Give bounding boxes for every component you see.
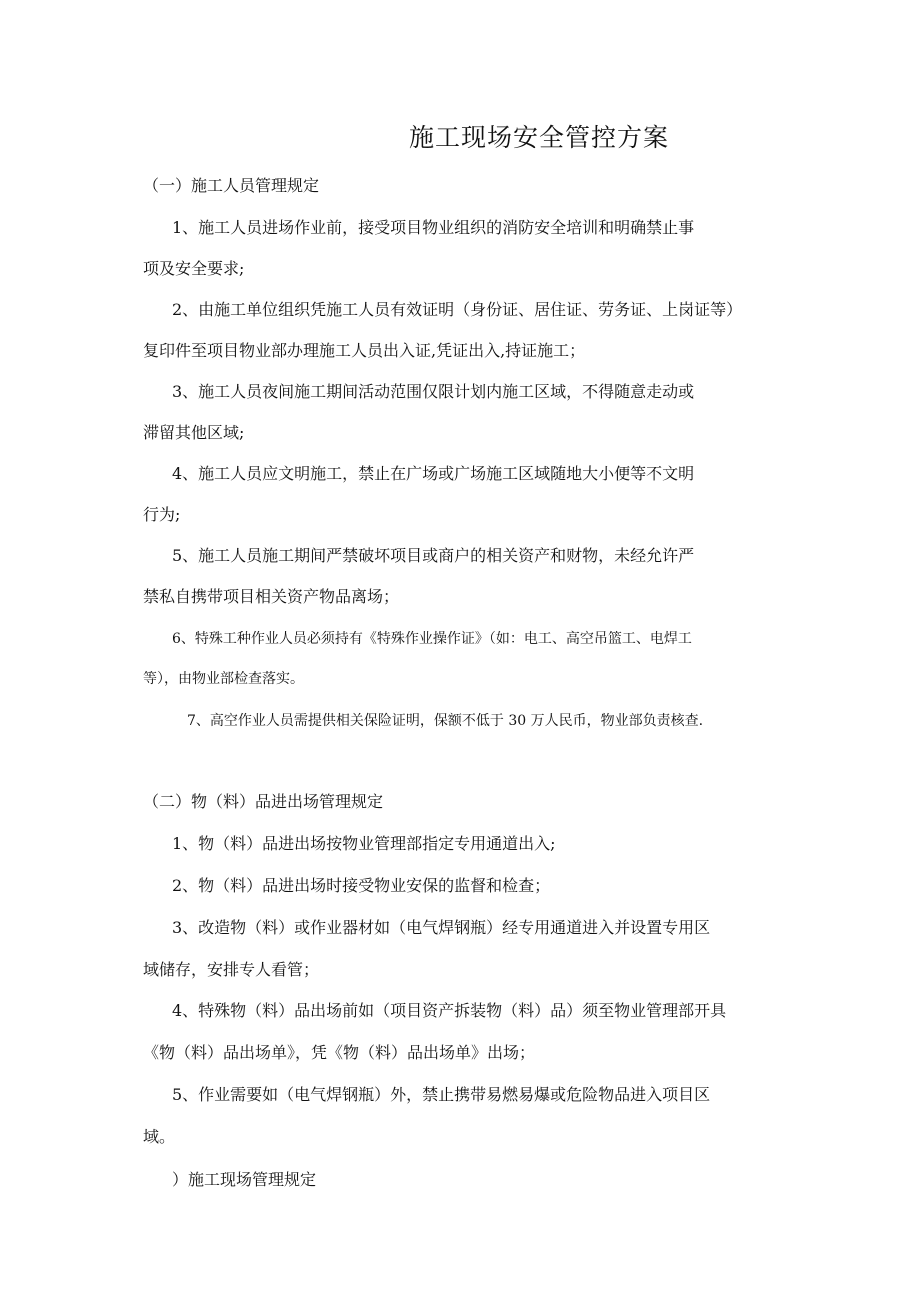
s1-item6-line2: 等），由物业部检查落实。 — [143, 671, 304, 687]
s1-item7-line1: 7、高空作业人员需提供相关保险证明，保额不低于 30 万人民币，物业部负责核查. — [187, 713, 704, 729]
s1-item2-line2: 复印件至项目物业部办理施工人员出入证,凭证出入,持证施工； — [143, 341, 586, 360]
s2-item5-line2: 域。 — [143, 1127, 176, 1146]
s1-item6-line1: 6、特殊工种作业人员必须持有《特殊作业操作证》（如：电工、高空吊篮工、电焊工 — [172, 631, 692, 647]
s1-item5-line2: 禁私自携带项目相关资产物品离场； — [143, 587, 400, 606]
s1-item1-line1: 1、施工人员进场作业前，接受项目物业组织的消防安全培训和明确禁止事 — [172, 218, 695, 237]
s1-item5-line1: 5、施工人员施工期间严禁破坏项目或商户的相关资产和财物，未经允许严 — [172, 546, 695, 565]
section1-heading: （一）施工人员管理规定 — [143, 176, 320, 195]
s1-item2-line1: 2、由施工单位组织凭施工人员有效证明（身份证、居住证、劳务证、上岗证等） — [172, 300, 743, 319]
s2-item4-line1: 4、特殊物（料）品出场前如（项目资产拆装物（料）品）须至物业管理部开具 — [172, 1001, 727, 1020]
s1-item1-line2: 项及安全要求; — [143, 259, 245, 278]
s2-item4-line2: 《物（料）品出场单》，凭《物（料）品出场单》出场； — [143, 1043, 536, 1062]
s1-item4-line2: 行为; — [143, 505, 181, 524]
s2-item2-line1: 2、物（料）品进出场时接受物业安保的监督和检查； — [172, 876, 551, 895]
section2-heading: （二）物（料）品进出场管理规定 — [143, 792, 384, 811]
s2-item3-line1: 3、改造物（料）或作业器材如（电气焊钢瓶）经专用通道进入并设置专用区 — [172, 918, 711, 937]
section3-heading: ）施工现场管理规定 — [172, 1170, 317, 1189]
s2-item1-line1: 1、物（料）品进出场按物业管理部指定专用通道出入; — [172, 834, 556, 853]
s1-item3-line1: 3、施工人员夜间施工期间活动范围仅限计划内施工区域，不得随意走动或 — [172, 382, 695, 401]
s2-item3-line2: 域储存，安排专人看管； — [143, 960, 320, 979]
document-title: 施工现场安全管控方案 — [409, 123, 670, 152]
s2-item5-line1: 5、作业需要如（电气焊钢瓶）外，禁止携带易燃易爆或危险物品进入项目区 — [172, 1085, 711, 1104]
s1-item3-line2: 滞留其他区域; — [143, 423, 245, 442]
s1-item4-line1: 4、施工人员应文明施工，禁止在广场或广场施工区域随地大小便等不文明 — [172, 464, 695, 483]
